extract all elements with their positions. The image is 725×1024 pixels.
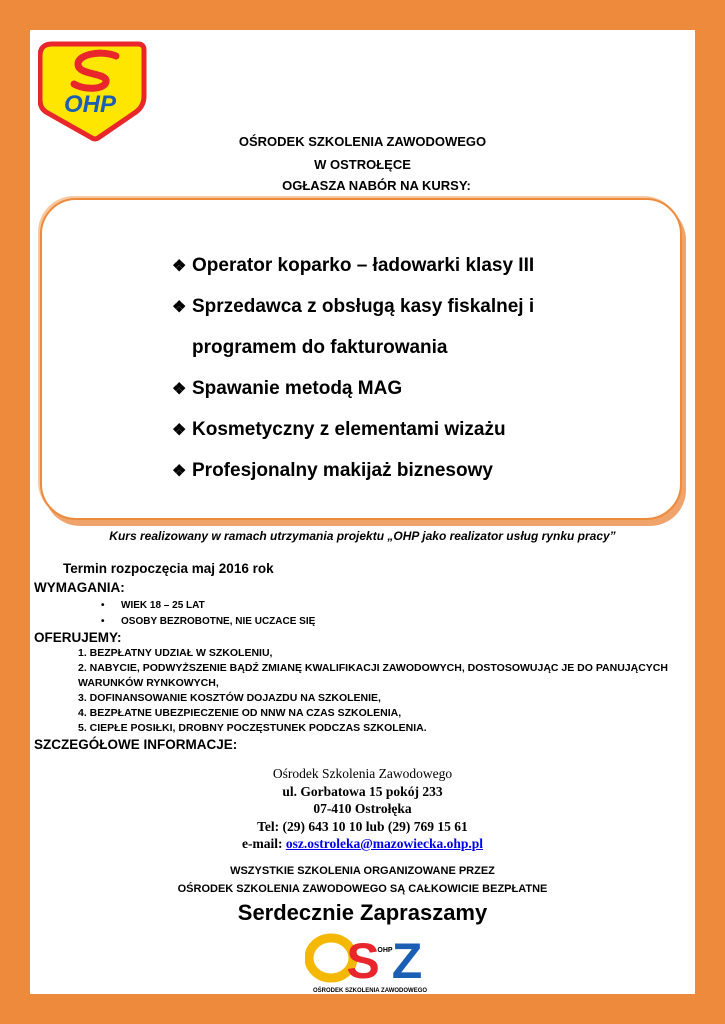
free-notice: [0, 862, 725, 898]
diamond-bullet-icon: ❖: [172, 299, 187, 316]
contact-email-line: [0, 835, 725, 853]
free-notice-line-2: OŚRODEK SZKOLENIA ZAWODOWEGO SĄ CAŁKOWICIE BEZPŁATNE: [177, 883, 548, 895]
offer-heading: OFERUJEMY:: [34, 630, 122, 645]
course-label: Operator koparko – ładowarki klasy III: [192, 255, 535, 276]
offer-list: [78, 646, 688, 736]
header-line-1: OŚRODEK SZKOLENIA ZAWODOWEGO: [238, 134, 487, 149]
offer-item: 2. NABYCIE, PODWYŻSZENIE BĄDŹ ZMIANĘ KWALIFIKACJI ZAWODOWYCH, DOSTOSOWUJĄC JE DO PANUJĄCYCH WARUNKÓW RYNKOWYCH,: [78, 662, 668, 689]
offer-item: 3. DOFINANSOWANIE KOSZTÓW DOJAZDU NA SZKOLENIE,: [78, 692, 381, 704]
diamond-bullet-icon: ❖: [172, 463, 187, 480]
osz-logo-small: OHP: [377, 947, 393, 954]
diamond-bullet-icon: ❖: [172, 258, 187, 275]
project-note: Kurs realizowany w ramach utrzymania projektu „OHP jako realizator usług rynku pracy”: [109, 529, 616, 543]
contact-block: [0, 765, 725, 853]
email-label: e-mail:: [241, 836, 286, 851]
header-line-3: OGŁASZA NABÓR NA KURSY:: [282, 178, 471, 193]
invitation-heading: Serdecznie Zapraszamy: [237, 900, 488, 925]
requirement-text: OSOBY BEZROBOTNE, NIE UCZACE SIĘ: [121, 616, 316, 627]
diamond-bullet-icon: ❖: [172, 422, 187, 439]
offer-item: 5. CIEPŁE POSIŁKI, DROBNY POCZĘSTUNEK PODCZAS SZKOLENIA.: [78, 722, 427, 734]
course-item: [172, 460, 493, 482]
osz-logo-caption: OŚRODEK SZKOLENIA ZAWODOWEGO: [312, 988, 428, 994]
free-notice-line-1: WSZYSTKIE SZKOLENIA ORGANIZOWANE PRZEZ: [230, 865, 495, 877]
diamond-bullet-icon: ❖: [172, 381, 187, 398]
header-line-2: W OSTROŁĘCE: [314, 157, 411, 172]
osz-logo-letter-z: Z: [391, 933, 423, 989]
course-item-continuation: [192, 337, 448, 359]
bullet-dot-icon: •: [101, 616, 105, 627]
contact-org: Ośrodek Szkolenia Zawodowego: [272, 766, 453, 781]
osz-logo: [305, 932, 435, 994]
course-label: Sprzedawca z obsługą kasy fiskalnej i: [192, 296, 535, 317]
ohp-logo: [38, 38, 152, 142]
course-label: Profesjonalny makijaż biznesowy: [192, 460, 493, 481]
contact-phone: Tel: (29) 643 10 10 lub (29) 769 15 61: [257, 818, 468, 834]
requirement-text: WIEK 18 – 25 LAT: [121, 600, 205, 611]
course-item: [172, 296, 534, 318]
email-link[interactable]: osz.ostroleka@mazowiecka.ohp.pl: [285, 836, 484, 851]
course-item: [172, 419, 506, 441]
contact-street: ul. Gorbatowa 15 pokój 233: [282, 783, 443, 799]
offer-item: 4. BEZPŁATNE UBEZPIECZENIE OD NNW NA CZAS SZKOLENIA,: [78, 707, 402, 719]
course-label: Spawanie metodą MAG: [192, 378, 403, 399]
requirements-heading: WYMAGANIA:: [34, 580, 125, 595]
contact-city: 07-410 Ostrołęka: [313, 801, 412, 816]
offer-item: 1. BEZPŁATNY UDZIAŁ W SZKOLENIU,: [78, 647, 273, 659]
requirement-item: [101, 600, 205, 611]
requirement-item: [101, 616, 315, 627]
course-label: programem do fakturowania: [192, 337, 448, 358]
bullet-dot-icon: •: [101, 600, 105, 611]
osz-logo-letter-s: S: [346, 933, 380, 989]
course-label: Kosmetyczny z elementami wizażu: [192, 419, 506, 440]
start-term: Termin rozpoczęcia maj 2016 rok: [63, 561, 274, 576]
course-item: [172, 255, 534, 277]
details-heading: SZCZEGÓŁOWE INFORMACJE:: [34, 737, 238, 752]
ohp-logo-text: OHP: [63, 91, 117, 118]
course-item: [172, 378, 402, 400]
